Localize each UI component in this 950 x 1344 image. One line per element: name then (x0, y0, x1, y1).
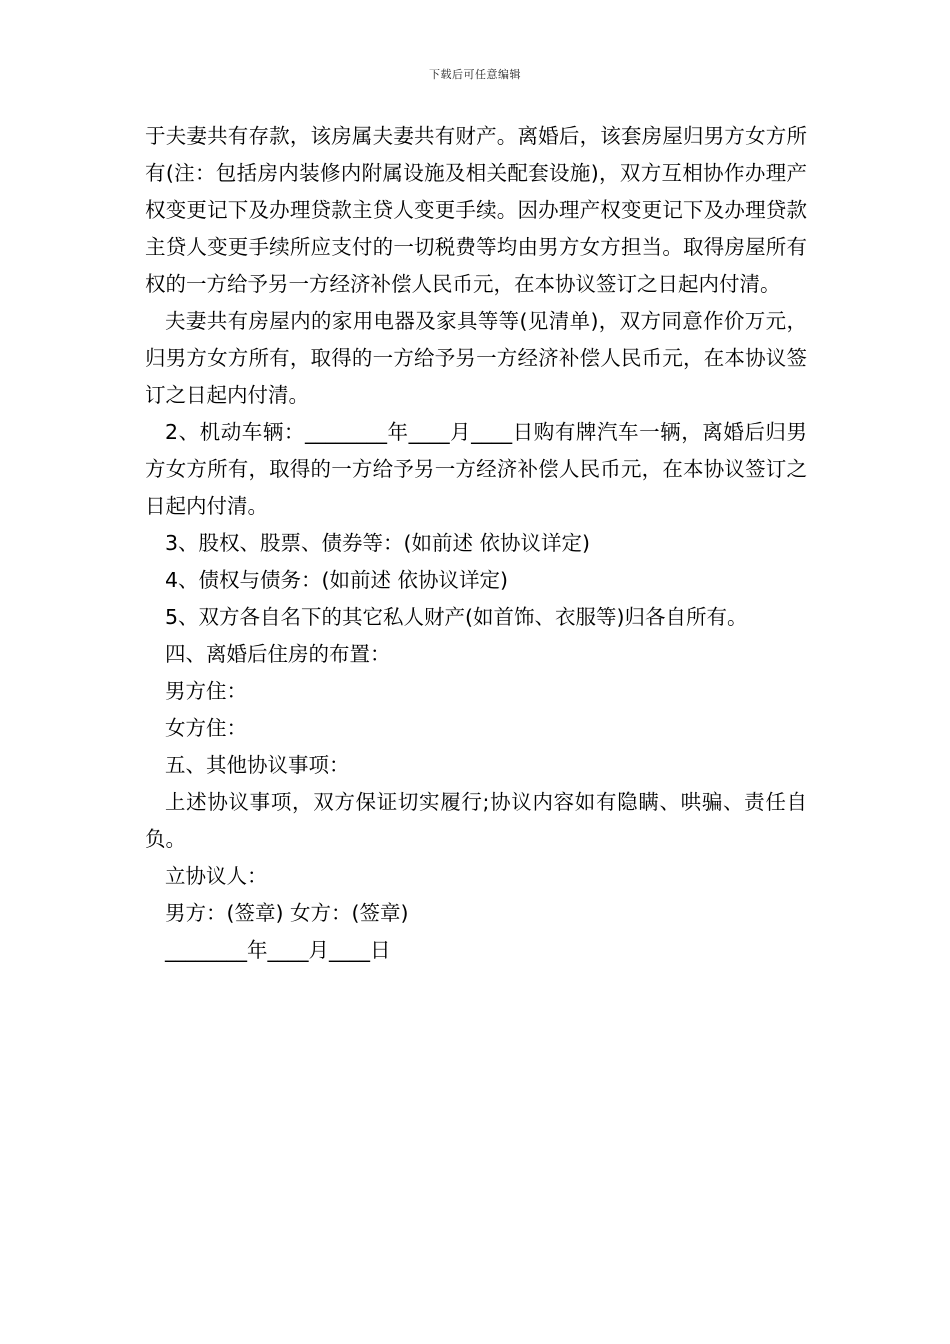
paragraph-male-residence: 男方住： (165, 679, 247, 703)
document-body (145, 118, 807, 969)
paragraph-guarantee: 上述协议事项，双方保证切实履行;协议内容如有隐瞒、哄骗、责任自负。 (145, 790, 807, 851)
section-heading-housing: 四、离婚后住房的布置： (165, 642, 391, 666)
paragraph-personal-property: 5、双方各自名下的其它私人财产(如首饰、衣服等)归各自所有。 (165, 605, 748, 629)
paragraph-house-ownership: 于夫妻共有存款，该房属夫妻共有财产。离婚后，该套房屋归男方女方所有(注：包括房内装修内附属设施及相关配套设施)，双方互相协作办理产权变更记下及办理贷款主贷人变更手续。因办理产权变更记下及办理贷款主贷人变更手续所应支付的一切税费等均由男方女方担当。取得房屋所有权的一方给予另一方经济补偿人民币元，在本协议签订之日起内付清。 (145, 124, 807, 296)
paragraph-signatories: 立协议人： (165, 864, 268, 888)
paragraph-stocks: 3、股权、股票、债券等：(如前述 依协议详定) (165, 531, 591, 555)
paragraph-debts: 4、债权与债务：(如前述 依协议详定) (165, 568, 509, 592)
paragraph-signatures: 男方：(签章) 女方：(签章) (165, 901, 409, 925)
page-header-note: 下载后可任意编辑 (429, 68, 521, 81)
paragraph-appliances: 夫妻共有房屋内的家用电器及家具等等(见清单)，双方同意作价万元，归男方女方所有，取得的一方给予另一方经济补偿人民币元，在本协议签订之日起内付清。 (145, 309, 807, 407)
section-heading-other: 五、其他协议事项： (165, 753, 350, 777)
paragraph-date: ________年____月____日 (165, 938, 391, 962)
paragraph-female-residence: 女方住： (165, 716, 247, 740)
paragraph-vehicle: 2、机动车辆：________年____月____日购有牌汽车一辆，离婚后归男方女方所有，取得的一方给予另一方经济补偿人民币元，在本协议签订之日起内付清。 (145, 420, 807, 518)
